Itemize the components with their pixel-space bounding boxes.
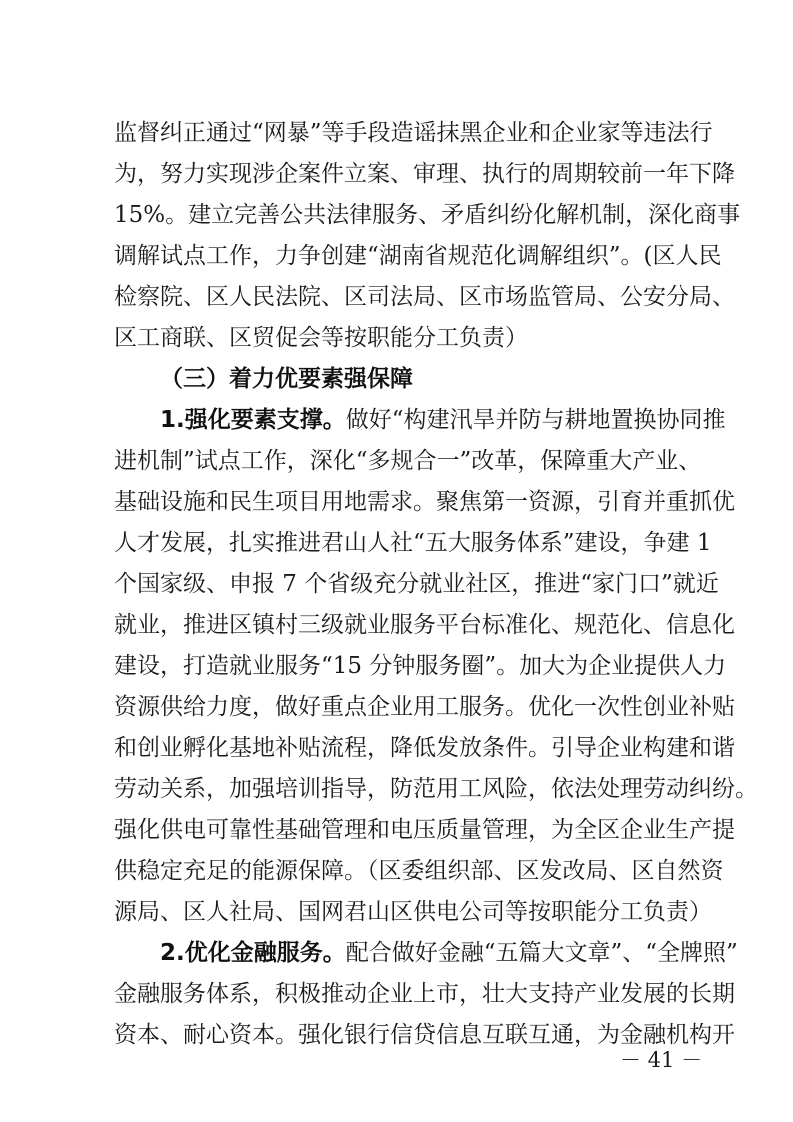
text-line: 区工商联、区贸促会等按职能分工负责） xyxy=(114,325,528,351)
paragraph-first-line xyxy=(160,933,738,973)
subsection-title: 2.优化金融服务。 xyxy=(160,940,346,966)
text-line: 供稳定充足的能源保障。（区委组织部、区发改局、区自然资 xyxy=(114,858,724,884)
text-line: 个国家级、申报 7 个省级充分就业社区，推进“家门口”就近 xyxy=(114,571,719,597)
text-line: 15%。建立完善公共法律服务、矛盾纠纷化解机制，深化商事 xyxy=(114,202,741,228)
text-line: 建设，打造就业服务“15 分钟服务圈”。加大为企业提供人力 xyxy=(114,653,727,679)
text-line: 基础设施和民生项目用地需求。聚焦第一资源，引育并重抓优 xyxy=(114,489,735,515)
text-line: 和创业孵化基地补贴流程，降低发放条件。引导企业构建和谐 xyxy=(114,735,735,761)
text-line: 为，努力实现涉企案件立案、审理、执行的周期较前一年下降 xyxy=(114,161,735,187)
section-heading: （三）着力优要素强保障 xyxy=(160,366,413,392)
paragraph-first-line xyxy=(160,400,726,440)
text-line: 进机制”试点工作，深化“多规合一”改革，保障重大产业、 xyxy=(114,448,702,474)
text-line: 调解试点工作，力争创建“湖南省规范化调解组织”。(区人民 xyxy=(114,243,722,269)
text-span: 做好“构建汛旱并防与耕地置换协同推 xyxy=(345,407,726,433)
text-line: 资本、耐心资本。强化银行信贷信息互联互通，为金融机构开 xyxy=(114,1022,735,1048)
text-span: 配合做好金融“五篇大文章”、“全牌照” xyxy=(345,940,738,966)
text-line: 监督纠正通过“网暴”等手段造谣抹黑企业和企业家等违法行 xyxy=(114,120,713,146)
text-line: 人才发展，扎实推进君山人社“五大服务体系”建设，争建 1 xyxy=(114,530,712,556)
text-line: 检察院、区人民法院、区司法局、区市场监管局、公安分局、 xyxy=(114,284,735,310)
text-line: 就业，推进区镇村三级就业服务平台标准化、规范化、信息化 xyxy=(114,612,735,638)
text-line: 资源供给力度，做好重点企业用工服务。优化一次性创业补贴 xyxy=(114,694,735,720)
subsection-title: 1.强化要素支撑。 xyxy=(160,407,346,433)
text-line: 源局、区人社局、国网君山区供电公司等按职能分工负责） xyxy=(114,899,712,925)
page-number: － 41 － xyxy=(620,1048,703,1072)
text-line: 劳动关系，加强培训指导，防范用工风险，依法处理劳动纠纷。 xyxy=(114,776,758,802)
text-line: 强化供电可靠性基础管理和电压质量管理，为全区企业生产提 xyxy=(114,817,735,843)
text-line: 金融服务体系，积极推动企业上市，壮大支持产业发展的长期 xyxy=(114,981,735,1007)
